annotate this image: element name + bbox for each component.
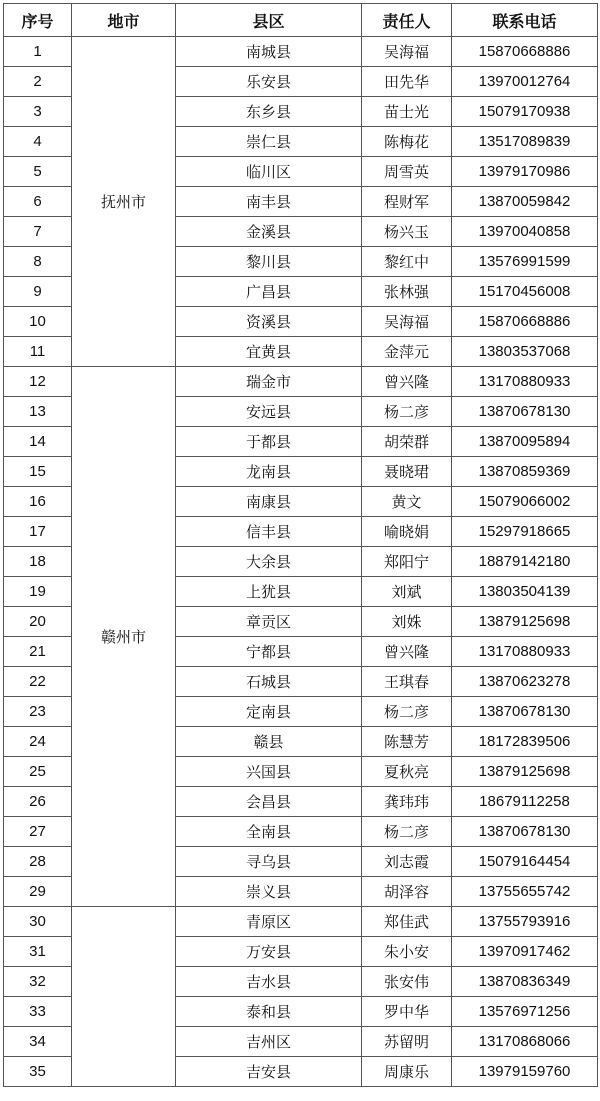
person-cell: 周雪英 xyxy=(362,157,452,187)
person-cell: 夏秋亮 xyxy=(362,757,452,787)
header-phone: 联系电话 xyxy=(452,4,598,37)
row-index: 4 xyxy=(4,127,72,157)
phone-cell: 15079164454 xyxy=(452,847,598,877)
phone-cell: 13870678130 xyxy=(452,817,598,847)
phone-cell: 13870059842 xyxy=(452,187,598,217)
phone-cell: 18679112258 xyxy=(452,787,598,817)
county-cell: 上犹县 xyxy=(176,577,362,607)
person-cell: 周康乐 xyxy=(362,1057,452,1087)
phone-cell: 13870836349 xyxy=(452,967,598,997)
phone-cell: 15870668886 xyxy=(452,37,598,67)
row-index: 12 xyxy=(4,367,72,397)
phone-cell: 13870095894 xyxy=(452,427,598,457)
row-index: 35 xyxy=(4,1057,72,1087)
row-index: 10 xyxy=(4,307,72,337)
row-index: 7 xyxy=(4,217,72,247)
table-row xyxy=(4,37,598,67)
county-cell: 瑞金市 xyxy=(176,367,362,397)
county-cell: 南丰县 xyxy=(176,187,362,217)
person-cell: 胡荣群 xyxy=(362,427,452,457)
table-header xyxy=(4,4,598,37)
phone-cell: 13170880933 xyxy=(452,367,598,397)
row-index: 11 xyxy=(4,337,72,367)
person-cell: 郑阳宁 xyxy=(362,547,452,577)
county-cell: 南康县 xyxy=(176,487,362,517)
row-index: 17 xyxy=(4,517,72,547)
row-index: 34 xyxy=(4,1027,72,1057)
person-cell: 苏留明 xyxy=(362,1027,452,1057)
row-index: 5 xyxy=(4,157,72,187)
person-cell: 陈慧芳 xyxy=(362,727,452,757)
phone-cell: 13576971256 xyxy=(452,997,598,1027)
phone-cell: 18172839506 xyxy=(452,727,598,757)
person-cell: 吴海福 xyxy=(362,37,452,67)
phone-cell: 13970040858 xyxy=(452,217,598,247)
row-index: 19 xyxy=(4,577,72,607)
table-row xyxy=(4,367,598,397)
county-cell: 资溪县 xyxy=(176,307,362,337)
city-cell xyxy=(72,907,176,1087)
person-cell: 刘姝 xyxy=(362,607,452,637)
phone-cell: 13970012764 xyxy=(452,67,598,97)
phone-cell: 13870623278 xyxy=(452,667,598,697)
row-index: 24 xyxy=(4,727,72,757)
county-cell: 吉安县 xyxy=(176,1057,362,1087)
county-cell: 全南县 xyxy=(176,817,362,847)
row-index: 9 xyxy=(4,277,72,307)
row-index: 20 xyxy=(4,607,72,637)
person-cell: 朱小安 xyxy=(362,937,452,967)
person-cell: 杨二彦 xyxy=(362,697,452,727)
city-cell: 赣州市 xyxy=(72,367,176,907)
person-cell: 刘志霞 xyxy=(362,847,452,877)
county-cell: 石城县 xyxy=(176,667,362,697)
person-cell: 郑佳武 xyxy=(362,907,452,937)
county-cell: 东乡县 xyxy=(176,97,362,127)
phone-cell: 13755655742 xyxy=(452,877,598,907)
person-cell: 罗中华 xyxy=(362,997,452,1027)
phone-cell: 15870668886 xyxy=(452,307,598,337)
person-cell: 陈梅花 xyxy=(362,127,452,157)
person-cell: 杨二彦 xyxy=(362,817,452,847)
header-index: 序号 xyxy=(4,4,72,37)
phone-cell: 13517089839 xyxy=(452,127,598,157)
county-cell: 宜黄县 xyxy=(176,337,362,367)
county-cell: 于都县 xyxy=(176,427,362,457)
county-cell: 章贡区 xyxy=(176,607,362,637)
header-person: 责任人 xyxy=(362,4,452,37)
row-index: 26 xyxy=(4,787,72,817)
county-cell: 广昌县 xyxy=(176,277,362,307)
county-cell: 赣县 xyxy=(176,727,362,757)
person-cell: 张安伟 xyxy=(362,967,452,997)
row-index: 32 xyxy=(4,967,72,997)
person-cell: 杨二彦 xyxy=(362,397,452,427)
person-cell: 吴海福 xyxy=(362,307,452,337)
person-cell: 杨兴玉 xyxy=(362,217,452,247)
row-index: 30 xyxy=(4,907,72,937)
header-county: 县区 xyxy=(176,4,362,37)
phone-cell: 13755793916 xyxy=(452,907,598,937)
row-index: 25 xyxy=(4,757,72,787)
row-index: 3 xyxy=(4,97,72,127)
phone-cell: 13170880933 xyxy=(452,637,598,667)
county-cell: 金溪县 xyxy=(176,217,362,247)
phone-cell: 13576991599 xyxy=(452,247,598,277)
phone-cell: 15079170938 xyxy=(452,97,598,127)
row-index: 21 xyxy=(4,637,72,667)
person-cell: 王琪春 xyxy=(362,667,452,697)
county-cell: 乐安县 xyxy=(176,67,362,97)
person-cell: 金萍元 xyxy=(362,337,452,367)
county-cell: 信丰县 xyxy=(176,517,362,547)
row-index: 28 xyxy=(4,847,72,877)
row-index: 8 xyxy=(4,247,72,277)
row-index: 18 xyxy=(4,547,72,577)
person-cell: 胡泽容 xyxy=(362,877,452,907)
table-row xyxy=(4,907,598,937)
county-cell: 兴国县 xyxy=(176,757,362,787)
county-cell: 万安县 xyxy=(176,937,362,967)
person-cell: 聂晓珺 xyxy=(362,457,452,487)
person-cell: 黎红中 xyxy=(362,247,452,277)
phone-cell: 13870678130 xyxy=(452,397,598,427)
county-cell: 龙南县 xyxy=(176,457,362,487)
county-cell: 青原区 xyxy=(176,907,362,937)
person-cell: 龚玮玮 xyxy=(362,787,452,817)
header-row xyxy=(4,4,598,37)
city-cell: 抚州市 xyxy=(72,37,176,367)
row-index: 16 xyxy=(4,487,72,517)
person-cell: 曾兴隆 xyxy=(362,637,452,667)
phone-cell: 18879142180 xyxy=(452,547,598,577)
row-index: 14 xyxy=(4,427,72,457)
county-cell: 宁都县 xyxy=(176,637,362,667)
header-city: 地市 xyxy=(72,4,176,37)
county-cell: 安远县 xyxy=(176,397,362,427)
row-index: 6 xyxy=(4,187,72,217)
row-index: 29 xyxy=(4,877,72,907)
phone-cell: 15079066002 xyxy=(452,487,598,517)
county-cell: 南城县 xyxy=(176,37,362,67)
row-index: 23 xyxy=(4,697,72,727)
row-index: 2 xyxy=(4,67,72,97)
person-cell: 喻晓娟 xyxy=(362,517,452,547)
county-cell: 崇仁县 xyxy=(176,127,362,157)
person-cell: 黄文 xyxy=(362,487,452,517)
row-index: 15 xyxy=(4,457,72,487)
person-cell: 田先华 xyxy=(362,67,452,97)
row-index: 22 xyxy=(4,667,72,697)
person-cell: 苗士光 xyxy=(362,97,452,127)
county-cell: 崇义县 xyxy=(176,877,362,907)
county-cell: 寻乌县 xyxy=(176,847,362,877)
phone-cell: 13979170986 xyxy=(452,157,598,187)
county-cell: 吉州区 xyxy=(176,1027,362,1057)
phone-cell: 13870678130 xyxy=(452,697,598,727)
phone-cell: 15297918665 xyxy=(452,517,598,547)
phone-cell: 15170456008 xyxy=(452,277,598,307)
person-cell: 刘斌 xyxy=(362,577,452,607)
phone-cell: 13803537068 xyxy=(452,337,598,367)
row-index: 31 xyxy=(4,937,72,967)
phone-cell: 13970917462 xyxy=(452,937,598,967)
county-cell: 黎川县 xyxy=(176,247,362,277)
county-cell: 临川区 xyxy=(176,157,362,187)
row-index: 13 xyxy=(4,397,72,427)
row-index: 1 xyxy=(4,37,72,67)
phone-cell: 13979159760 xyxy=(452,1057,598,1087)
phone-cell: 13879125698 xyxy=(452,607,598,637)
row-index: 27 xyxy=(4,817,72,847)
phone-cell: 13879125698 xyxy=(452,757,598,787)
county-cell: 会昌县 xyxy=(176,787,362,817)
county-cell: 吉水县 xyxy=(176,967,362,997)
person-cell: 程财军 xyxy=(362,187,452,217)
phone-cell: 13170868066 xyxy=(452,1027,598,1057)
county-cell: 泰和县 xyxy=(176,997,362,1027)
person-cell: 张林强 xyxy=(362,277,452,307)
county-cell: 定南县 xyxy=(176,697,362,727)
person-cell: 曾兴隆 xyxy=(362,367,452,397)
contact-table xyxy=(3,3,598,1087)
table-body xyxy=(4,37,598,1087)
phone-cell: 13803504139 xyxy=(452,577,598,607)
county-cell: 大余县 xyxy=(176,547,362,577)
row-index: 33 xyxy=(4,997,72,1027)
phone-cell: 13870859369 xyxy=(452,457,598,487)
